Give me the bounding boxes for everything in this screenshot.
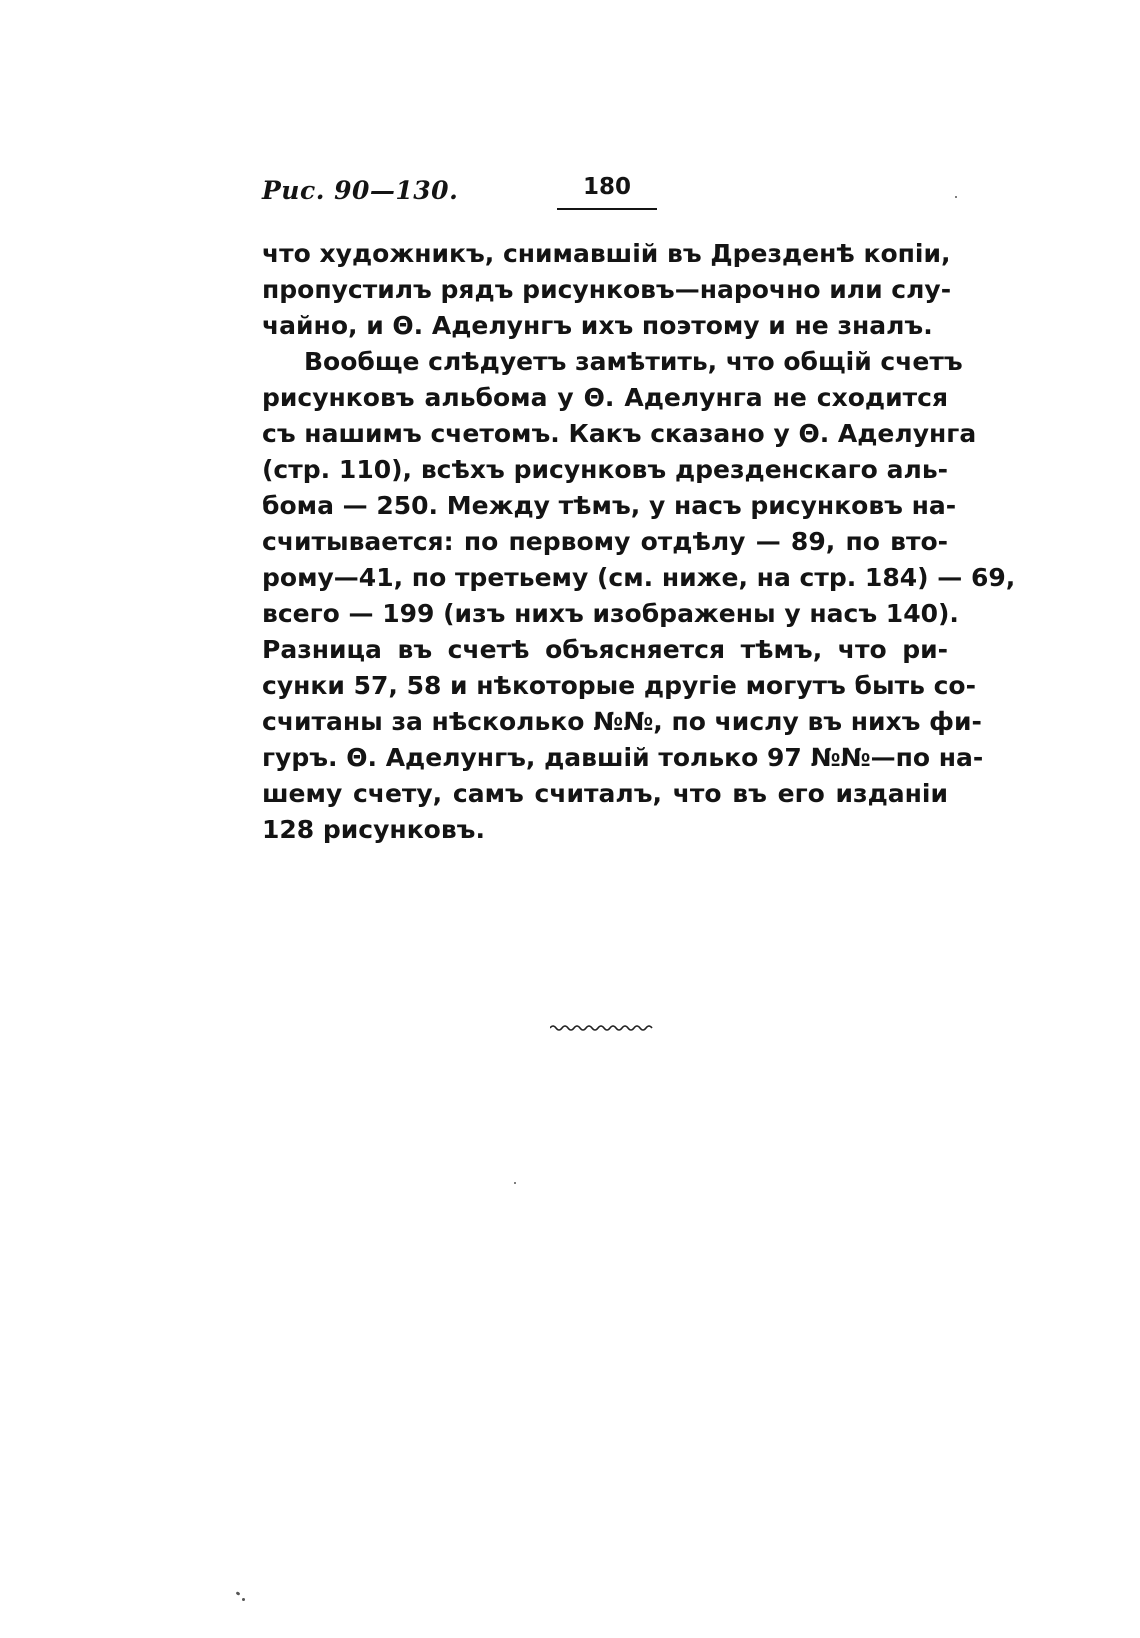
text-line: считывается: по первому отдѣлу — 89, по вто- — [262, 527, 948, 556]
text-line: бома — 250. Между тѣмъ, у насъ рисунковъ на- — [262, 491, 957, 520]
running-head: Рис. 90—130. — [262, 176, 459, 205]
text-line: считаны за нѣсколько №№, по числу въ нихъ фи- — [262, 707, 982, 736]
text-line: Вообще слѣдуетъ замѣтить, что общій счетъ — [304, 347, 963, 376]
text-line: (стр. 110), всѣхъ рисунковъ дрезденскаго аль- — [262, 455, 948, 484]
text-line: шему счету, самъ считалъ, что въ его изданіи — [262, 779, 948, 808]
text-line: 128 рисунковъ. — [262, 815, 485, 844]
page-number: 180 — [557, 174, 657, 210]
wavy-rule-line — [550, 1026, 652, 1030]
scan-speck — [236, 1591, 241, 1596]
scan-speck — [242, 1598, 245, 1601]
text-line: сунки 57, 58 и нѣкоторые другіе могутъ быть со- — [262, 671, 976, 700]
wavy-rule-ornament — [550, 1022, 654, 1032]
scan-speck — [955, 196, 957, 198]
text-line: съ нашимъ счетомъ. Какъ сказано у Θ. Аделунга — [262, 419, 977, 448]
text-line: пропустилъ рядъ рисунковъ—нарочно или слу- — [262, 275, 952, 304]
text-line: чайно, и Θ. Аделунгъ ихъ поэтому и не зналъ. — [262, 311, 933, 340]
text-line: рому—41, по третьему (см. ниже, на стр. 184) — 69, — [262, 563, 1016, 592]
body-text — [262, 236, 1016, 848]
text-line: всего — 199 (изъ нихъ изображены у насъ 140). — [262, 599, 959, 628]
text-line: гуръ. Θ. Аделунгъ, давшій только 97 №№—по на- — [262, 743, 984, 772]
text-line: Разница въ счетѣ объясняется тѣмъ, что ри- — [262, 635, 948, 664]
scan-speck — [514, 1182, 516, 1184]
text-line: что художникъ, снимавшій въ Дрезденѣ копіи, — [262, 239, 951, 268]
text-line: рисунковъ альбома у Θ. Аделунга не сходится — [262, 383, 948, 412]
